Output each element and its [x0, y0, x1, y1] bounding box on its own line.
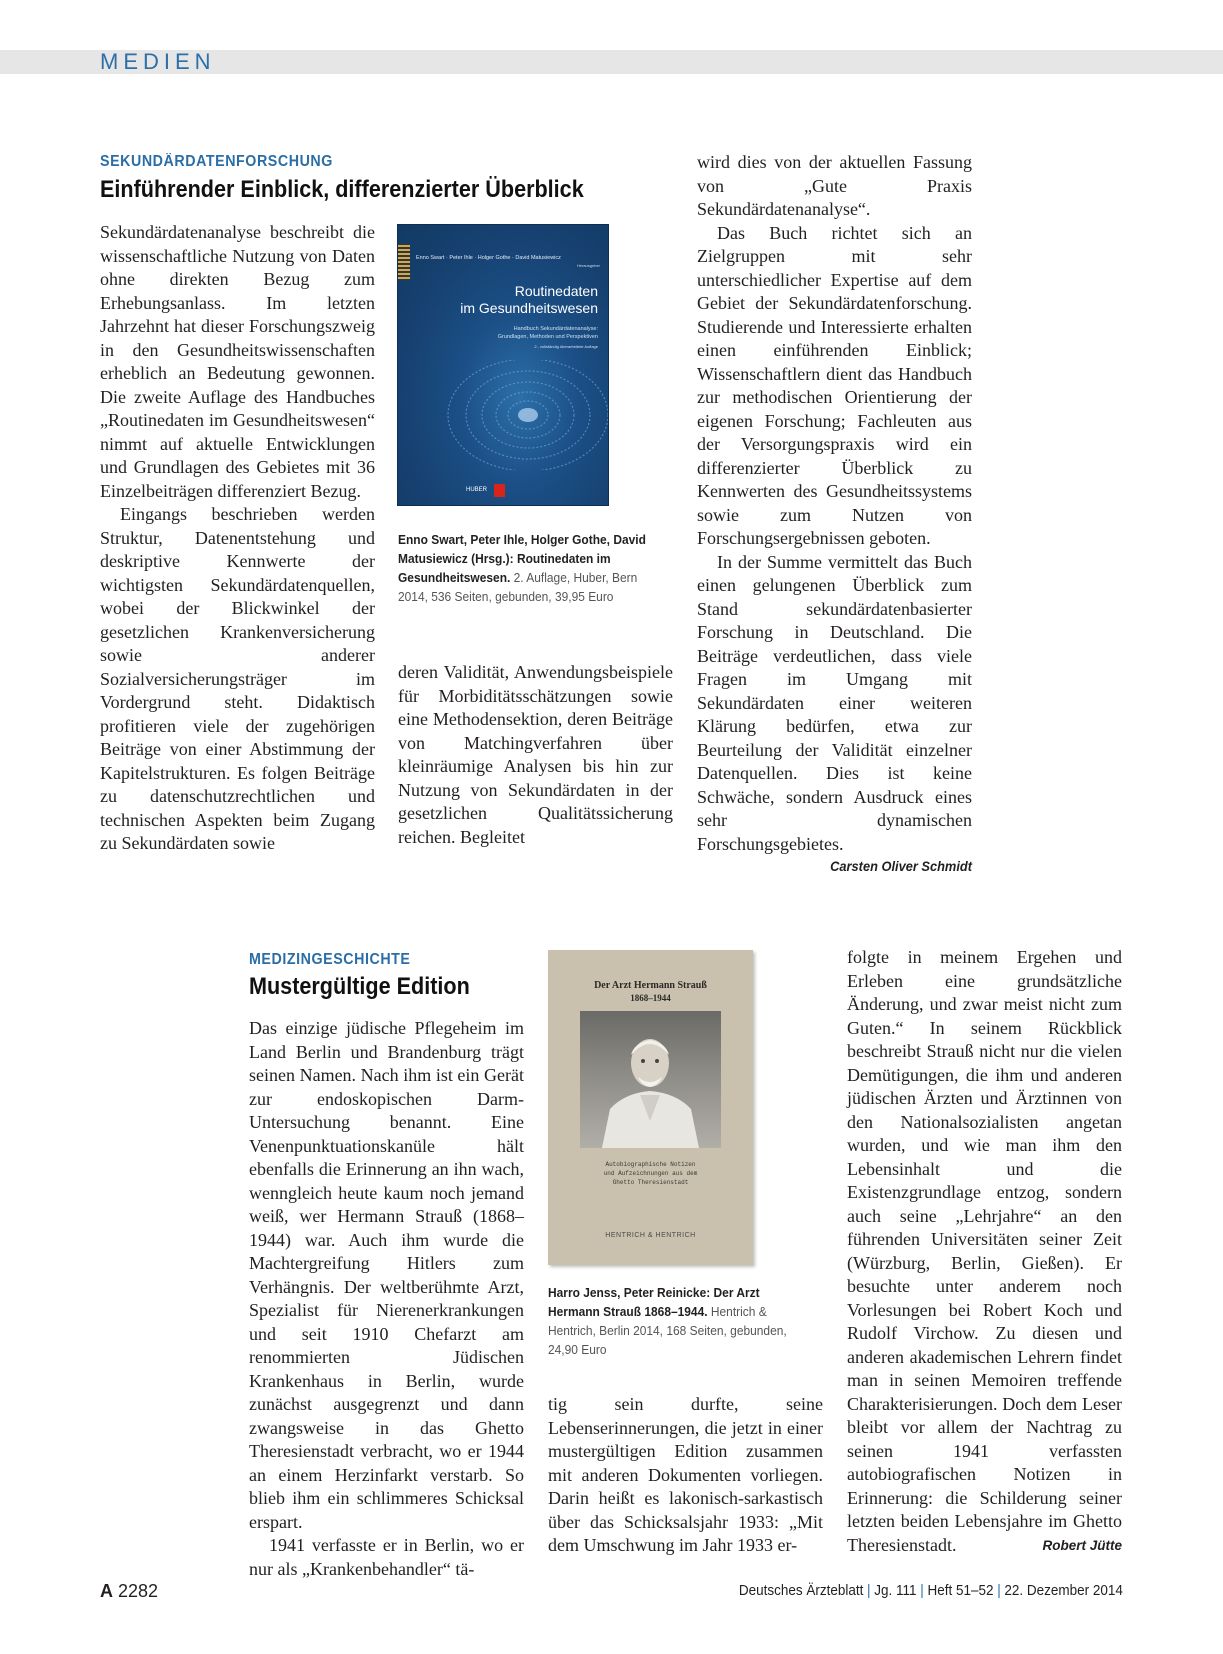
cover-publisher: HUBER: [466, 487, 488, 493]
article1-paragraph: wird dies von der aktuellen Fassung von „Gute Praxis Sekundärdatenanalyse“.: [697, 152, 972, 219]
journal-issue: Heft 51–52: [927, 1583, 994, 1599]
cover-subtitle-line: Grundlagen, Methoden und Perspektiven: [497, 334, 598, 340]
cover-title-line: im Gesundheitswesen: [460, 300, 598, 316]
cover-subtitle-line: Autobiographische Notizen: [605, 1161, 696, 1168]
article1-paragraph: Sekundärdatenanalyse beschreibt die wissenschaftliche Nutzung von Daten ohne direkten Bezug zum Erhebungsanlass. Im letzten Jahrzehnt hat dieser Forschungszweig in den Gesundheitswissenschaften erheblich an Bedeutung gewonnen. Die zweite Auflage des Handbuches „Routinedaten im Gesundheitswesen“ nimmt auf aktuelle Entwicklungen und Grundlagen des Gebietes mit 36 Einzelbeiträgen differenziert Bezug.: [100, 222, 375, 501]
page-number-value: 2282: [118, 1581, 159, 1601]
article1-column-1: [100, 221, 375, 856]
article1-paragraph: Eingangs beschrieben werden Struktur, Datenentstehung und deskriptive Kennwerte der wichtigsten Sekundärdatenquellen, wobei der Blickwinkel der gesetzlichen Krankenversicherung sowie anderer Sozialversicherungsträger im Vordergrund steht. Didaktisch profitieren viele der zugehörigen Beiträge von einer Abstimmung der Kapitelstrukturen. Es folgen Beiträge zu datenschutzrechtlichen und technischen Aspekten beim Zugang zu Sekundärdaten sowie: [100, 504, 375, 853]
cover-years: 1868–1944: [630, 993, 671, 1003]
cover-subtitle: [498, 325, 598, 341]
caption-bibliography: Enno Swart, Peter Ihle, Holger Gothe, David Matusiewicz (Hrsg.): Routinedaten im Gesundheitswesen.: [398, 532, 646, 585]
book-cover-routinedaten: [398, 225, 608, 505]
article1-paragraph: In der Summe vermittelt das Buch einen gelungenen Überblick zum Stand sekundärdatenbasierter Forschung in Deutschland. Die Beiträge verdeutlichen, dass viele Fragen im Umgang mit Sekundärdaten einer weiteren Klärung bedürfen, etwa zur Beurteilung der Validität einzelner Datenquellen. Dies ist keine Schwäche, sondern Ausdruck eines sehr dynamischen Forschungsgebietes.: [697, 551, 972, 854]
article2-author: Robert Jütte: [1042, 1537, 1122, 1553]
article1-paragraph: deren Validität, Anwendungsbeispiele für Morbiditätsschätzungen sowie eine Methodensektion, deren Beiträge von Matchingverfahren über kleinräumige Analysen bis hin zur Nutzung von Sekundärdaten in der gesetzlichen Qualitätssicherung reichen. Begleitet: [398, 662, 673, 847]
portrait-photo: [580, 1011, 721, 1148]
journal-name: Deutsches Ärzteblatt: [739, 1583, 864, 1599]
footer-separator: |: [997, 1583, 1001, 1599]
article2-paragraph: tig sein durfte, seine Lebenserinnerungen, die jetzt in einer mustergültigen Edition zusammen mit anderen Dokumenten vorliegen. Darin heißt es lakonisch-sarkastisch über das Schicksalsjahr 1933: „Mit dem Umschwung im Jahr 1933 er-: [548, 1394, 823, 1555]
article2-kicker: MEDIZINGESCHICHTE: [249, 951, 411, 968]
article2-headline: Mustergültige Edition: [249, 973, 470, 1000]
cover-title-line: Routinedaten: [514, 283, 598, 299]
cover-subtitle-line: Handbuch Sekundärdatenanalyse:: [513, 326, 598, 332]
article2-book-caption: [548, 1283, 801, 1359]
article2-paragraph: Das einzige jüdische Pflegeheim im Land Berlin und Brandenburg trägt seinen Namen. Nach ihm ist ein Gerät zur endoskopischen Darm-Untersuchung benannt. Eine Venenpunktuationskanüle hält ebenfalls die Erinnerung an ihn wach, wenngleich heute kaum noch jemand weiß, wer Hermann Strauß (1868–1944) war. Auch ihm wurde die Machtergreifung Hitlers zum Verhängnis. Der weltberühmte Arzt, Spezialist für Nierenerkrankungen und seit 1910 Chefarzt am renommierten Jüdischen Krankenhaus in Berlin, wurde zunächst ausgegrenzt und dann zwangsweise in das Ghetto Theresienstadt verbracht, wo er 1944 an einem Herzinfarkt verstarb. So blieb ihm ein schlimmeres Schicksal erspart.: [249, 1018, 524, 1532]
article1-book-caption: [398, 530, 665, 606]
page-number: [100, 1581, 158, 1602]
article2-paragraph: 1941 verfasste er in Berlin, wo er nur als „Krankenbehandler“ tä-: [249, 1535, 524, 1579]
caption-bibliography: Harro Jenss, Peter Reinicke: Der Arzt Hermann Strauß 1868–1944.: [548, 1285, 760, 1319]
caption-details: Hentrich & Hentrich, Berlin 2014, 168 Seiten, gebunden, 24,90 Euro: [548, 1304, 787, 1357]
footer-separator: |: [867, 1583, 871, 1599]
cover-subtitle: [548, 1160, 753, 1187]
footer-separator: |: [920, 1583, 924, 1599]
article1-kicker: SEKUNDÄRDATENFORSCHUNG: [100, 153, 333, 170]
cover-subtitle-line: Ghetto Theresienstadt: [612, 1179, 689, 1186]
cover-editor-label: Herausgeber: [576, 263, 600, 268]
journal-info: [739, 1583, 1123, 1599]
data-swirl-graphic: [443, 360, 608, 470]
article1-author: Carsten Oliver Schmidt: [830, 859, 972, 874]
portrait-figure: [580, 1011, 721, 1148]
cover-title: Der Arzt Hermann Strauß: [594, 980, 707, 991]
cover-authors: Enno Swart · Peter Ihle · Holger Gothe · David Matusiewicz: [416, 255, 561, 261]
article1-column-3: [697, 151, 972, 878]
article1-headline: Einführender Einblick, differenzierter Überblick: [100, 176, 584, 203]
cover-title: [460, 283, 598, 317]
article2-paragraph: [847, 946, 1122, 1557]
article2-column-3: [847, 946, 1122, 1557]
article2-column-2: [548, 1393, 823, 1558]
article1-paragraph: Das Buch richtet sich an Zielgruppen mit sehr unterschiedlicher Expertise auf dem Gebiet der Sekundärdatenforschung. Studierende und Interessierte erhalten einen einführenden Einblick; Wissenschaftlern dient das Handbuch zur methodischen Orientierung der eigenen Forschung; Fachleuten aus der Versorgungspraxis wird ein differenzierter Überblick zu Kennwerten des Gesundheitssystems sowie zum Nutzen von Forschungsergebnissen geboten.: [697, 222, 972, 548]
book-cover-hermann-strauss: [548, 950, 753, 1265]
publisher-logo: [494, 484, 505, 497]
article2-paragraph-text: folgte in meinem Ergehen und Erleben eine grundsätzliche Änderung, und zwar meist nicht zum Guten.“ In seinem Rückblick beschreibt Strauß nicht nur die vielen Demütigungen, die ihm und anderen jüdischen Ärzten und Ärztinnen von den Nationalsozialisten angetan wurden, und wie man ihm den Lebensinhalt und die Existenzgrundlage entzog, sondern auch seine „Lehrjahre“ an den führenden Universitäten seiner Zeit (Würzburg, Berlin, Gießen). Er besuchte unter anderem noch Vorlesungen bei Robert Koch und Rudolf Virchow. Zu diesen und anderen akademischen Lehrern findet man in seinen Memoiren treffende Charakterisierungen. Doch dem Leser bleibt vor allem der Nachtrag zu seinen 1941 verfassten autobiografischen Notizen in Erinnerung: die Schilderung seiner letzten beiden Lebensjahre im Ghetto Theresienstadt.: [847, 947, 1122, 1555]
journal-volume: Jg. 111: [874, 1583, 917, 1599]
section-label: MEDIEN: [100, 49, 216, 74]
cover-publisher: HENTRICH & HENTRICH: [605, 1232, 696, 1239]
article1-column-2: [398, 661, 673, 849]
cover-subtitle-line: und Aufzeichnungen aus dem: [603, 1170, 698, 1177]
page-prefix: A: [100, 1581, 113, 1601]
cover-edition: 2., vollständig überarbeitete Auflage: [534, 344, 598, 349]
cover-stripes: [398, 245, 410, 281]
journal-date: 22. Dezember 2014: [1004, 1583, 1123, 1599]
caption-details: 2. Auflage, Huber, Bern 2014, 536 Seiten, gebunden, 39,95 Euro: [398, 570, 638, 604]
article2-column-1: [249, 1017, 524, 1581]
